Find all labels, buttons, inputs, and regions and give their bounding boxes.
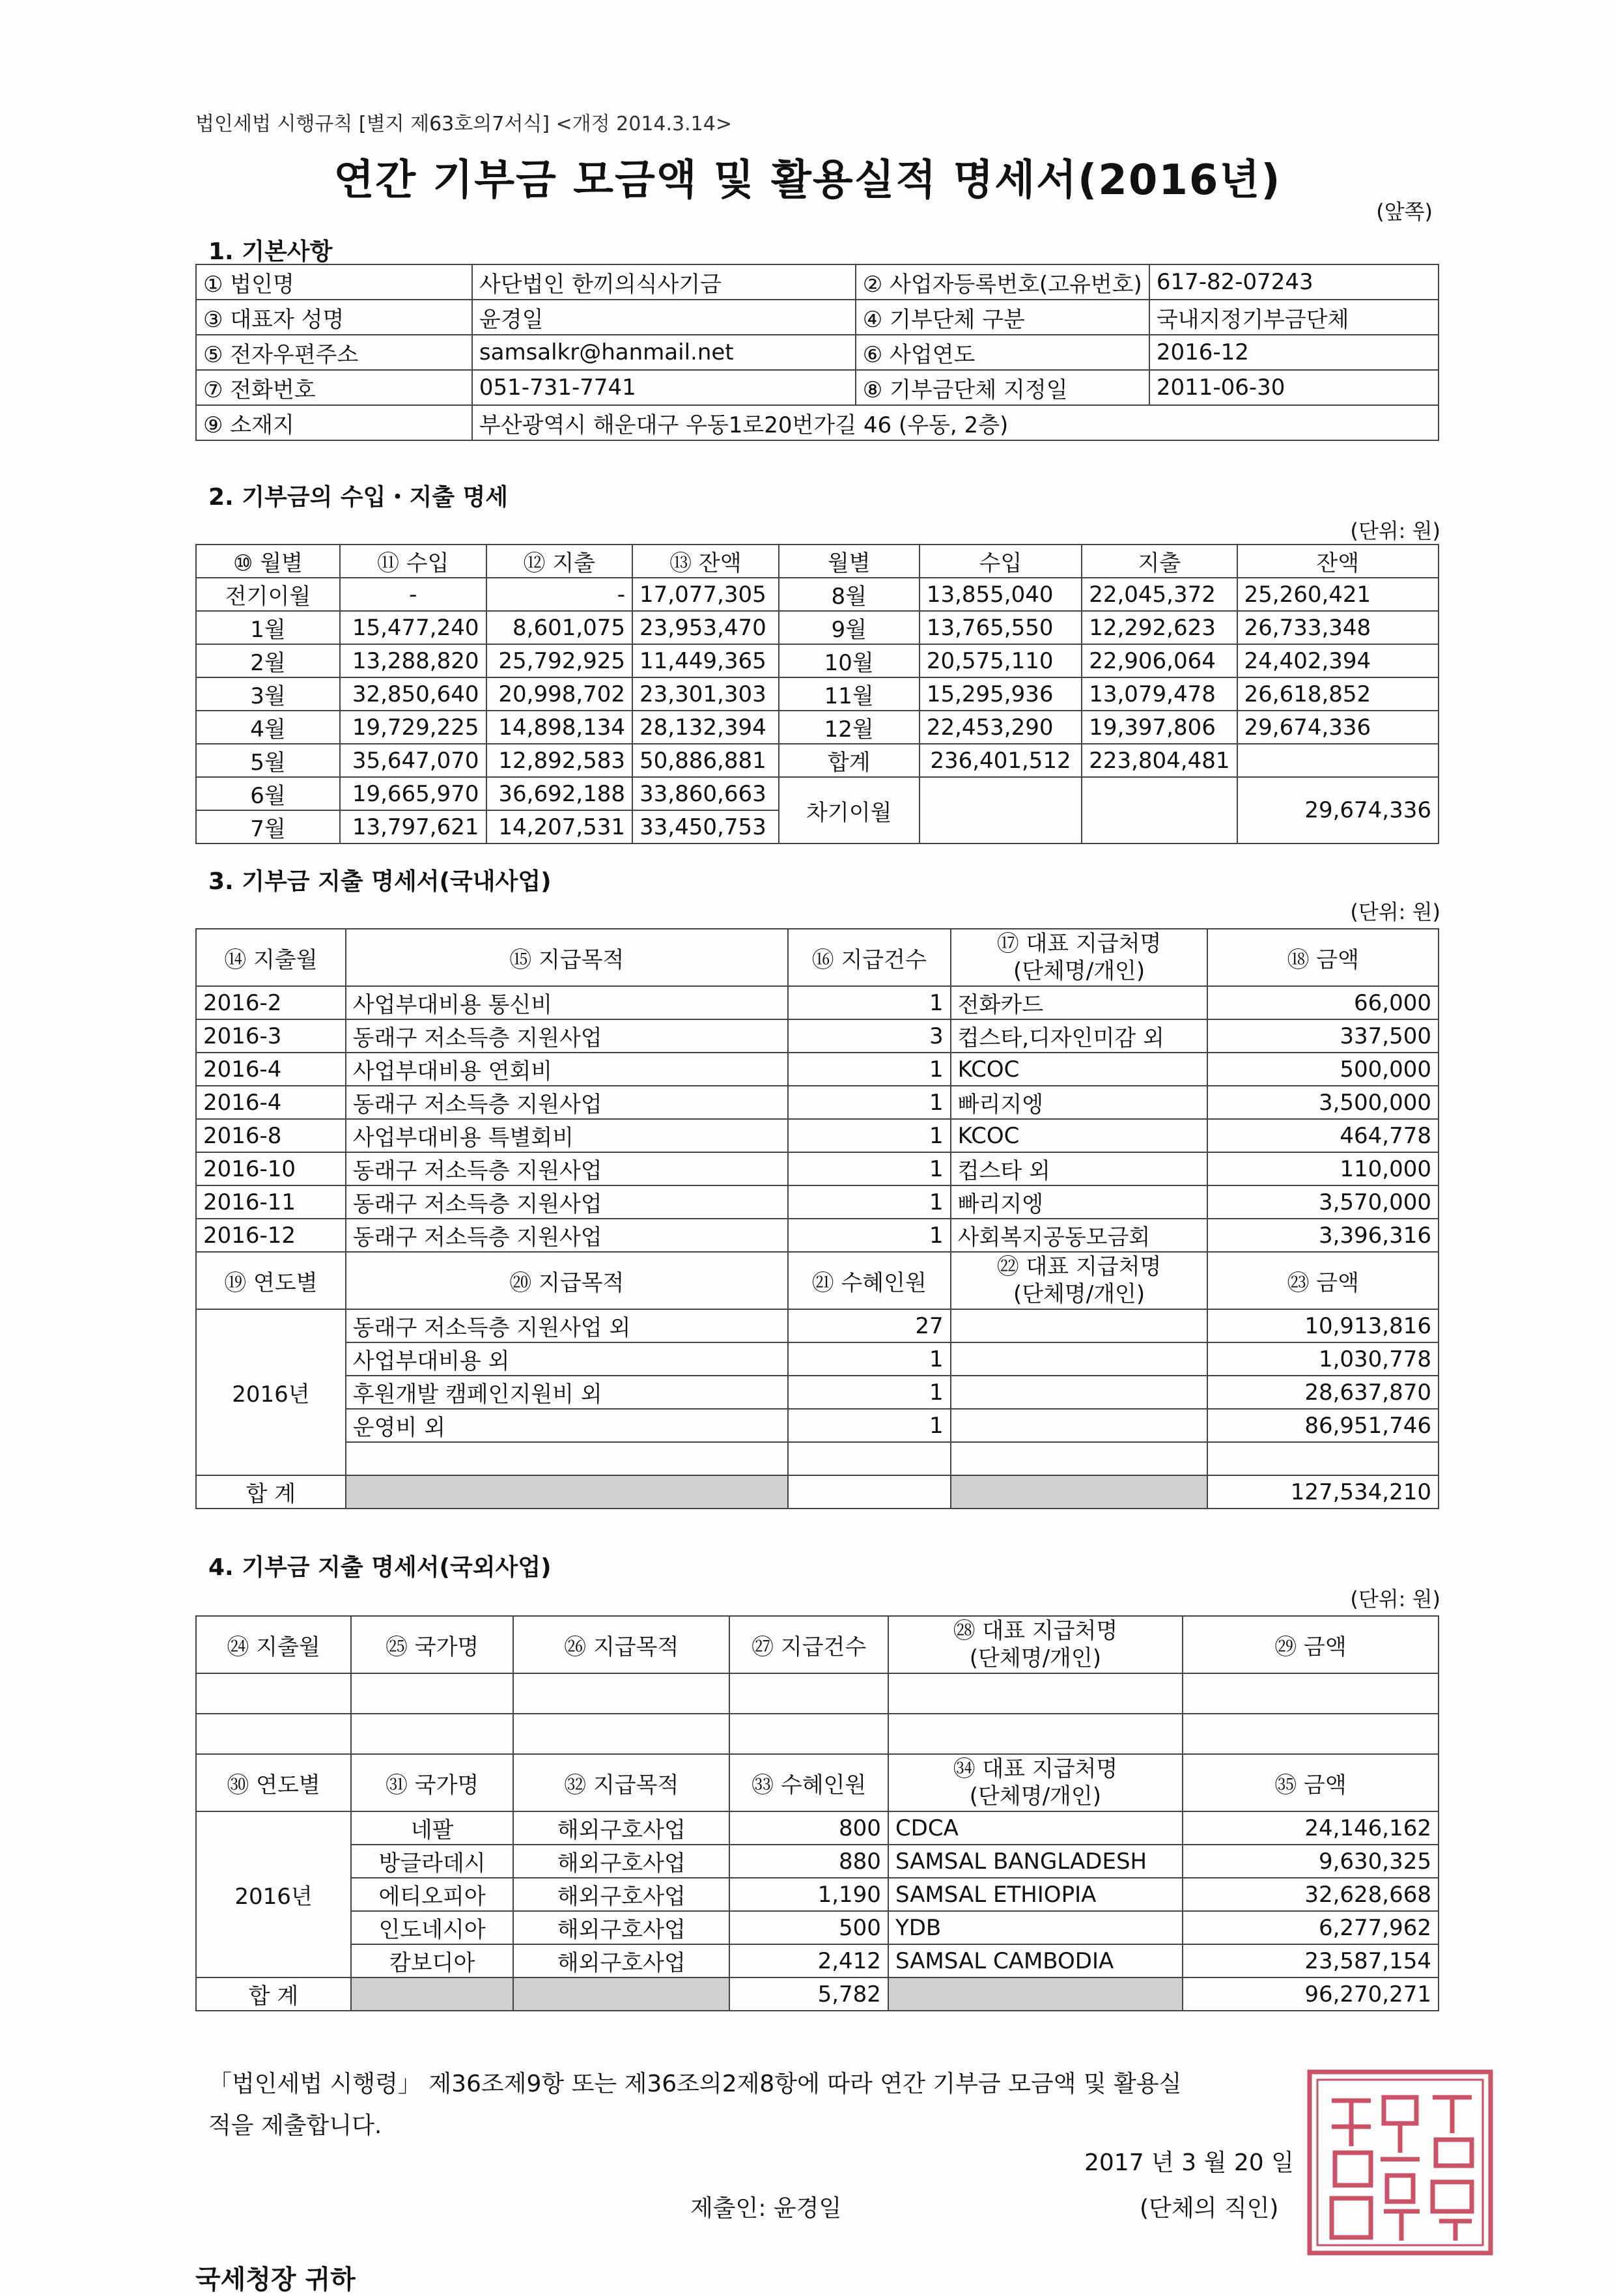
column-header: ⑱ 금액 — [1207, 929, 1439, 986]
form-reference — [195, 107, 732, 136]
income-cell: 20,575,110 — [920, 644, 1082, 677]
income-cell: 35,647,070 — [340, 744, 486, 777]
yearly-purpose: 동래구 저소득층 지원사업 외 — [346, 1309, 788, 1342]
field-value: 2011-06-30 — [1149, 370, 1439, 405]
yearly-count: 27 — [788, 1309, 951, 1342]
yearly-purpose: 후원개발 캠페인지원비 외 — [346, 1376, 788, 1409]
balance-cell: 33,860,663 — [632, 777, 779, 810]
empty-cell — [351, 1673, 513, 1714]
empty-cell — [196, 1714, 351, 1754]
year-cell: 2016년 — [196, 1309, 346, 1475]
beneficiaries-cell: 1,190 — [729, 1878, 888, 1911]
header-sublabel: (단체명/개인) — [969, 1645, 1102, 1671]
column-header: ⑫ 지출 — [486, 545, 633, 578]
expense-amount: 337,500 — [1207, 1019, 1439, 1053]
blank-row — [196, 1673, 1439, 1714]
overseas-row — [196, 1911, 1439, 1944]
expense-cell: 25,792,925 — [486, 644, 633, 677]
header-row — [196, 1754, 1439, 1811]
expense-payee: 전화카드 — [951, 986, 1208, 1019]
column-header: ㉝ 수혜인원 — [729, 1754, 888, 1811]
header-row — [196, 1616, 1439, 1673]
organization-seal-icon — [1306, 2068, 1495, 2257]
yearly-amount: 1,030,778 — [1207, 1342, 1439, 1376]
income-cell: 22,453,290 — [920, 711, 1082, 744]
balance-cell — [1237, 744, 1439, 777]
field-label: ⑧ 기부금단체 지정일 — [856, 370, 1149, 405]
address-value: 부산광역시 해운대구 우동1로20번가길 46 (우동, 2층) — [472, 405, 1439, 440]
basic-info-table — [195, 264, 1439, 441]
expense-cell: 22,045,372 — [1082, 578, 1237, 611]
expense-purpose: 동래구 저소득층 지원사업 — [346, 1086, 788, 1119]
addressee: 국세청장 귀하 — [195, 2265, 356, 2295]
income-cell: 13,288,820 — [340, 644, 486, 677]
empty-cell — [1207, 1442, 1439, 1475]
expense-row — [196, 986, 1439, 1019]
expense-month: 2016-2 — [196, 986, 346, 1019]
balance-cell: 26,618,852 — [1237, 677, 1439, 711]
expense-row — [196, 1053, 1439, 1086]
basic-info-row — [196, 370, 1439, 405]
section3-unit: (단위: 원) — [1350, 900, 1440, 924]
expense-purpose: 동래구 저소득층 지원사업 — [346, 1185, 788, 1219]
month-cell: 12월 — [779, 711, 920, 744]
column-header: ⑭ 지출월 — [196, 929, 346, 986]
expense-purpose: 사업부대비용 연회비 — [346, 1053, 788, 1086]
balance-cell: 50,886,881 — [632, 744, 779, 777]
month-row — [196, 578, 1439, 611]
month-cell: 10월 — [779, 644, 920, 677]
month-row — [196, 777, 1439, 810]
total-row — [196, 1475, 1439, 1509]
header-label: ㉒ 대표 지급처명 — [996, 1254, 1162, 1280]
expense-cell: 14,207,531 — [486, 810, 633, 843]
blank-row — [196, 1442, 1439, 1475]
declaration-line1: 「법인세법 시행령」 제36조제9항 또는 제36조의2제8항에 따라 연간 기부금 모금액 및 활용실 — [208, 2071, 1182, 2097]
amount-cell: 32,628,668 — [1183, 1878, 1439, 1911]
expense-cell: 36,692,188 — [486, 777, 633, 810]
empty-cell — [196, 1673, 351, 1714]
total-amount: 127,534,210 — [1207, 1475, 1439, 1509]
empty-cell — [1183, 1714, 1439, 1754]
country-cell: 캄보디아 — [351, 1944, 513, 1977]
column-header: ⑮ 지급목적 — [346, 929, 788, 986]
payee-cell: SAMSAL CAMBODIA — [888, 1944, 1183, 1977]
payee-cell: CDCA — [888, 1811, 1183, 1845]
balance-cell: 26,733,348 — [1237, 611, 1439, 644]
overseas-row — [196, 1845, 1439, 1878]
expense-row — [196, 1019, 1439, 1053]
empty-cell — [346, 1442, 788, 1475]
field-label: ② 사업자등록번호(고유번호) — [856, 264, 1149, 300]
empty-cell — [788, 1442, 951, 1475]
income-cell: 19,665,970 — [340, 777, 486, 810]
form-ref-text: 법인세법 시행규칙 [별지 제63호의7서식] — [195, 113, 550, 135]
address-row — [196, 405, 1439, 440]
yearly-purpose: 사업부대비용 외 — [346, 1342, 788, 1376]
expense-purpose: 사업부대비용 통신비 — [346, 986, 788, 1019]
expense-purpose: 동래구 저소득층 지원사업 — [346, 1219, 788, 1252]
header-sublabel: (단체명/개인) — [1013, 958, 1145, 984]
expense-month: 2016-8 — [196, 1119, 346, 1152]
income-cell: 15,295,936 — [920, 677, 1082, 711]
balance-cell: 24,402,394 — [1237, 644, 1439, 677]
section2-unit: (단위: 원) — [1350, 518, 1440, 543]
shaded-cell — [888, 1977, 1183, 2011]
field-value: 2016-12 — [1149, 335, 1439, 370]
overseas-row — [196, 1811, 1439, 1845]
section3-title: 3. 기부금 지출 명세서(국내사업) — [208, 868, 552, 895]
column-header: ㉑ 수혜인원 — [788, 1252, 951, 1309]
expense-cell: 22,906,064 — [1082, 644, 1237, 677]
shaded-cell — [513, 1977, 729, 2011]
income-cell: - — [340, 578, 486, 611]
section4-title: 4. 기부금 지출 명세서(국외사업) — [208, 1554, 552, 1581]
month-cell: 11월 — [779, 677, 920, 711]
amount-cell: 24,146,162 — [1183, 1811, 1439, 1845]
income-cell: 236,401,512 — [920, 744, 1082, 777]
header-row — [196, 929, 1439, 986]
column-header: ⑯ 지급건수 — [788, 929, 951, 986]
field-value: 국내지정기부금단체 — [1149, 300, 1439, 335]
expense-cell: 8,601,075 — [486, 611, 633, 644]
expense-cell: - — [486, 578, 633, 611]
overseas-row — [196, 1878, 1439, 1911]
expense-month: 2016-3 — [196, 1019, 346, 1053]
month-row — [196, 611, 1439, 644]
yearly-count: 1 — [788, 1409, 951, 1442]
income-cell: 13,765,550 — [920, 611, 1082, 644]
yearly-payee — [951, 1409, 1208, 1442]
expense-payee: 빠리지엥 — [951, 1185, 1208, 1219]
month-cell: 5월 — [196, 744, 340, 777]
expense-purpose: 동래구 저소득층 지원사업 — [346, 1152, 788, 1185]
expense-count: 1 — [788, 1185, 951, 1219]
empty-cell — [513, 1673, 729, 1714]
carry-income — [920, 777, 1082, 843]
basic-info-row — [196, 300, 1439, 335]
declaration-line2: 적을 제출합니다. — [208, 2112, 382, 2139]
expense-payee: KCOC — [951, 1119, 1208, 1152]
yearly-payee — [951, 1342, 1208, 1376]
expense-count: 1 — [788, 1219, 951, 1252]
field-label: ⑦ 전화번호 — [196, 370, 472, 405]
month-row — [196, 744, 1439, 777]
expense-payee: 사회복지공동모금회 — [951, 1219, 1208, 1252]
expense-amount: 3,396,316 — [1207, 1219, 1439, 1252]
field-label: ① 법인명 — [196, 264, 472, 300]
balance-cell: 33,450,753 — [632, 810, 779, 843]
yearly-payee — [951, 1376, 1208, 1409]
balance-cell: 29,674,336 — [1237, 711, 1439, 744]
shaded-cell — [951, 1475, 1208, 1509]
expense-count: 1 — [788, 986, 951, 1019]
column-header: ㉜ 지급목적 — [513, 1754, 729, 1811]
balance-cell: 23,953,470 — [632, 611, 779, 644]
field-value: samsalkr@hanmail.net — [472, 335, 856, 370]
shaded-cell — [346, 1475, 788, 1509]
expense-payee: 빠리지엥 — [951, 1086, 1208, 1119]
field-label: ③ 대표자 성명 — [196, 300, 472, 335]
column-header — [888, 1754, 1183, 1811]
blank-row — [196, 1714, 1439, 1754]
expense-cell: 20,998,702 — [486, 677, 633, 711]
column-header: ⑪ 수입 — [340, 545, 486, 578]
column-header — [888, 1616, 1183, 1673]
year-cell: 2016년 — [196, 1811, 351, 1977]
yearly-count: 1 — [788, 1376, 951, 1409]
column-header: ㉕ 국가명 — [351, 1616, 513, 1673]
expense-row — [196, 1152, 1439, 1185]
expense-month: 2016-4 — [196, 1086, 346, 1119]
expense-amount: 500,000 — [1207, 1053, 1439, 1086]
country-cell: 에티오피아 — [351, 1878, 513, 1911]
expense-count: 1 — [788, 1152, 951, 1185]
expense-cell: 13,079,478 — [1082, 677, 1237, 711]
header-label: ㉘ 대표 지급처명 — [953, 1618, 1118, 1644]
column-header: ㉙ 금액 — [1183, 1616, 1439, 1673]
expense-count: 1 — [788, 1086, 951, 1119]
expense-cell: 223,804,481 — [1082, 744, 1237, 777]
income-cell: 13,855,040 — [920, 578, 1082, 611]
month-cell: 1월 — [196, 611, 340, 644]
expense-cell: 14,898,134 — [486, 711, 633, 744]
empty-cell — [351, 1714, 513, 1754]
overseas-expense-table — [195, 1615, 1439, 2011]
column-header: ⑳ 지급목적 — [346, 1252, 788, 1309]
column-header — [951, 1252, 1208, 1309]
yearly-purpose: 운영비 외 — [346, 1409, 788, 1442]
empty-cell — [888, 1714, 1183, 1754]
carry-expense — [1082, 777, 1237, 843]
section1-title: 1. 기본사항 — [208, 238, 333, 265]
month-cell: 9월 — [779, 611, 920, 644]
column-header: 지출 — [1082, 545, 1237, 578]
purpose-cell: 해외구호사업 — [513, 1845, 729, 1878]
empty-cell — [788, 1475, 951, 1509]
expense-purpose: 동래구 저소득층 지원사업 — [346, 1019, 788, 1053]
amount-cell: 6,277,962 — [1183, 1911, 1439, 1944]
expense-row — [196, 1219, 1439, 1252]
empty-cell — [513, 1714, 729, 1754]
expense-amount: 464,778 — [1207, 1119, 1439, 1152]
document-title: 연간 기부금 모금액 및 활용실적 명세서(2016년) — [333, 156, 1282, 205]
month-cell: 8월 — [779, 578, 920, 611]
empty-cell — [951, 1442, 1208, 1475]
expense-row — [196, 1185, 1439, 1219]
month-cell: 3월 — [196, 677, 340, 711]
expense-row — [196, 1086, 1439, 1119]
balance-cell: 28,132,394 — [632, 711, 779, 744]
field-value: 윤경일 — [472, 300, 856, 335]
expense-month: 2016-12 — [196, 1219, 346, 1252]
column-header — [951, 929, 1208, 986]
field-value: 617-82-07243 — [1149, 264, 1439, 300]
expense-payee: 컵스타,디자인미감 외 — [951, 1019, 1208, 1053]
country-cell: 인도네시아 — [351, 1911, 513, 1944]
header-sublabel: (단체명/개인) — [969, 1783, 1102, 1809]
expense-payee: 컵스타 외 — [951, 1152, 1208, 1185]
header-label: ⑰ 대표 지급처명 — [996, 931, 1162, 957]
month-row — [196, 644, 1439, 677]
domestic-expense-table — [195, 928, 1439, 1509]
payee-cell: SAMSAL ETHIOPIA — [888, 1878, 1183, 1911]
column-header: ⑩ 월별 — [196, 545, 340, 578]
balance-cell: 25,260,421 — [1237, 578, 1439, 611]
total-amount: 96,270,271 — [1183, 1977, 1439, 2011]
month-cell: 전기이월 — [196, 578, 340, 611]
yearly-row — [196, 1409, 1439, 1442]
yearly-row — [196, 1376, 1439, 1409]
month-cell: 합계 — [779, 744, 920, 777]
month-cell: 4월 — [196, 711, 340, 744]
field-label: ④ 기부단체 구분 — [856, 300, 1149, 335]
header-row — [196, 545, 1439, 578]
revision-date: <개정 2014.3.14> — [555, 113, 732, 135]
column-header: ㉛ 국가명 — [351, 1754, 513, 1811]
carry-balance: 29,674,336 — [1237, 777, 1439, 843]
income-cell: 13,797,621 — [340, 810, 486, 843]
expense-amount: 3,570,000 — [1207, 1185, 1439, 1219]
seal-label: (단체의 직인) — [1140, 2195, 1279, 2222]
section2-title: 2. 기부금의 수입・지출 명세 — [208, 484, 509, 511]
income-cell: 15,477,240 — [340, 611, 486, 644]
purpose-cell: 해외구호사업 — [513, 1811, 729, 1845]
header-label: ㉞ 대표 지급처명 — [953, 1756, 1118, 1782]
expense-purpose: 사업부대비용 특별회비 — [346, 1119, 788, 1152]
column-header: ㉗ 지급건수 — [729, 1616, 888, 1673]
header-row — [196, 1252, 1439, 1309]
basic-info-row — [196, 335, 1439, 370]
beneficiaries-cell: 500 — [729, 1911, 888, 1944]
country-cell: 방글라데시 — [351, 1845, 513, 1878]
submission-date: 2017 년 3 월 20 일 — [1084, 2149, 1294, 2176]
expense-count: 3 — [788, 1019, 951, 1053]
expense-row — [196, 1119, 1439, 1152]
column-header: ㉟ 금액 — [1183, 1754, 1439, 1811]
expense-cell: 12,292,623 — [1082, 611, 1237, 644]
page-side-label: (앞쪽) — [1376, 199, 1433, 224]
purpose-cell: 해외구호사업 — [513, 1911, 729, 1944]
expense-count: 1 — [788, 1053, 951, 1086]
column-header: ㉓ 금액 — [1207, 1252, 1439, 1309]
total-label: 합 계 — [196, 1475, 346, 1509]
column-header: ⑲ 연도별 — [196, 1252, 346, 1309]
country-cell: 네팔 — [351, 1811, 513, 1845]
yearly-count: 1 — [788, 1342, 951, 1376]
empty-cell — [729, 1714, 888, 1754]
header-sublabel: (단체명/개인) — [1013, 1281, 1145, 1307]
expense-amount: 110,000 — [1207, 1152, 1439, 1185]
purpose-cell: 해외구호사업 — [513, 1944, 729, 1977]
overseas-row — [196, 1944, 1439, 1977]
column-header: ㉖ 지급목적 — [513, 1616, 729, 1673]
yearly-row — [196, 1342, 1439, 1376]
field-value: 사단법인 한끼의식사기금 — [472, 264, 856, 300]
total-count: 5,782 — [729, 1977, 888, 2011]
expense-cell: 19,397,806 — [1082, 711, 1237, 744]
month-cell: 7월 — [196, 810, 340, 843]
yearly-amount: 10,913,816 — [1207, 1309, 1439, 1342]
column-header: ㉚ 연도별 — [196, 1754, 351, 1811]
column-header: ⑬ 잔액 — [632, 545, 779, 578]
beneficiaries-cell: 2,412 — [729, 1944, 888, 1977]
expense-amount: 66,000 — [1207, 986, 1439, 1019]
month-cell: 2월 — [196, 644, 340, 677]
column-header: 수입 — [920, 545, 1082, 578]
purpose-cell: 해외구호사업 — [513, 1878, 729, 1911]
empty-cell — [729, 1673, 888, 1714]
amount-cell: 23,587,154 — [1183, 1944, 1439, 1977]
balance-cell: 11,449,365 — [632, 644, 779, 677]
expense-count: 1 — [788, 1119, 951, 1152]
column-header: ㉔ 지출월 — [196, 1616, 351, 1673]
income-expense-table — [195, 544, 1439, 844]
field-value: 051-731-7741 — [472, 370, 856, 405]
balance-cell: 23,301,303 — [632, 677, 779, 711]
carry-label: 차기이월 — [779, 777, 920, 843]
expense-amount: 3,500,000 — [1207, 1086, 1439, 1119]
field-label: ⑥ 사업연도 — [856, 335, 1149, 370]
expense-payee: KCOC — [951, 1053, 1208, 1086]
expense-month: 2016-10 — [196, 1152, 346, 1185]
total-row — [196, 1977, 1439, 2011]
shaded-cell — [351, 1977, 513, 2011]
payee-cell: SAMSAL BANGLADESH — [888, 1845, 1183, 1878]
yearly-amount: 28,637,870 — [1207, 1376, 1439, 1409]
expense-month: 2016-4 — [196, 1053, 346, 1086]
field-label: ⑤ 전자우편주소 — [196, 335, 472, 370]
field-label: ⑨ 소재지 — [196, 405, 472, 440]
balance-cell: 17,077,305 — [632, 578, 779, 611]
empty-cell — [1183, 1673, 1439, 1714]
yearly-amount: 86,951,746 — [1207, 1409, 1439, 1442]
month-cell: 6월 — [196, 777, 340, 810]
column-header: 월별 — [779, 545, 920, 578]
payee-cell: YDB — [888, 1911, 1183, 1944]
submitter: 제출인: 윤경일 — [690, 2195, 842, 2222]
section4-unit: (단위: 원) — [1350, 1587, 1440, 1611]
yearly-row — [196, 1309, 1439, 1342]
amount-cell: 9,630,325 — [1183, 1845, 1439, 1878]
yearly-payee — [951, 1309, 1208, 1342]
declaration-text — [208, 2063, 1446, 2147]
basic-info-row — [196, 264, 1439, 300]
expense-month: 2016-11 — [196, 1185, 346, 1219]
empty-cell — [888, 1673, 1183, 1714]
beneficiaries-cell: 800 — [729, 1811, 888, 1845]
income-cell: 19,729,225 — [340, 711, 486, 744]
expense-cell: 12,892,583 — [486, 744, 633, 777]
income-cell: 32,850,640 — [340, 677, 486, 711]
beneficiaries-cell: 880 — [729, 1845, 888, 1878]
month-row — [196, 711, 1439, 744]
column-header: 잔액 — [1237, 545, 1439, 578]
month-row — [196, 677, 1439, 711]
total-label: 합 계 — [196, 1977, 351, 2011]
